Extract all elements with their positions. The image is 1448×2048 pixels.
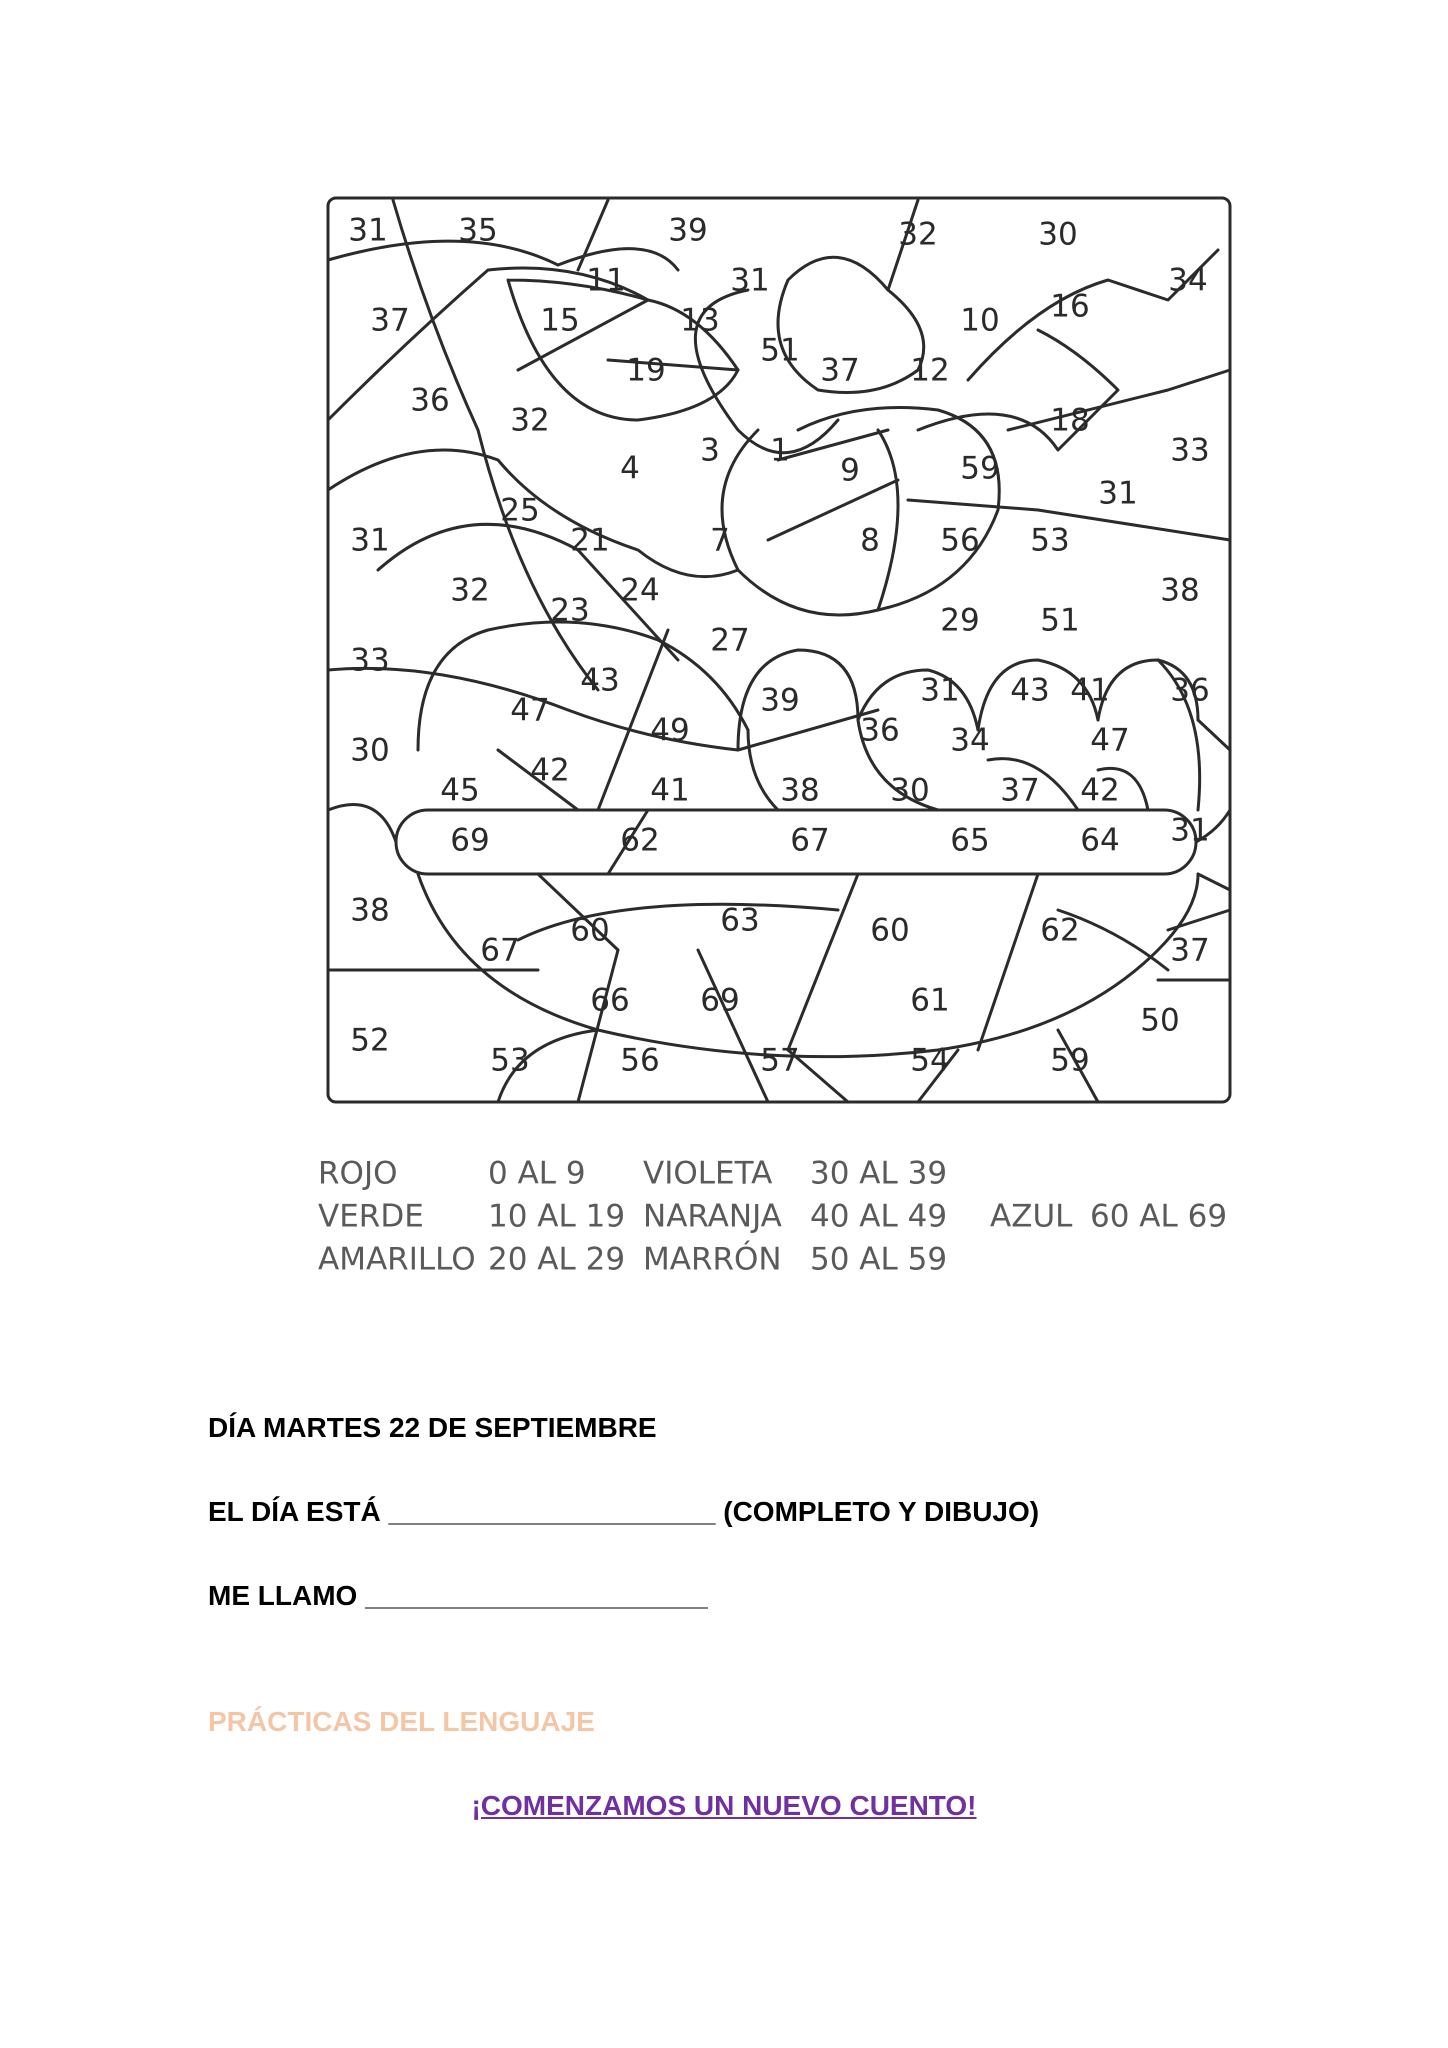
region-number: 43: [580, 662, 620, 699]
region-number: 36: [1170, 672, 1210, 709]
legend-color-rojo: ROJO: [318, 1155, 398, 1192]
region-number: 69: [450, 822, 490, 859]
region-number: 53: [490, 1042, 530, 1079]
region-number: 31: [350, 522, 390, 559]
region-number: 18: [1050, 402, 1090, 439]
region-number: 29: [940, 602, 980, 639]
region-number: 59: [1050, 1042, 1090, 1079]
region-number: 30: [350, 732, 390, 769]
legend-range-amarillo: 20 AL 29: [488, 1241, 626, 1278]
region-number: 51: [1040, 602, 1080, 639]
region-number: 16: [1050, 288, 1090, 325]
region-number: 52: [350, 1022, 390, 1059]
legend-range-azul: 60 AL 69: [1090, 1198, 1228, 1235]
region-number: 65: [950, 822, 990, 859]
region-number: 25: [500, 492, 540, 529]
region-number: 30: [1038, 216, 1078, 253]
region-number: 36: [410, 382, 450, 419]
region-number: 64: [1080, 822, 1120, 859]
region-number: 43: [1010, 672, 1050, 709]
region-number: 12: [910, 352, 950, 389]
region-number: 60: [570, 912, 610, 949]
region-number: 30: [890, 772, 930, 809]
region-number: 9: [840, 452, 860, 489]
weather-prompt[interactable]: EL DÍA ESTÁ _____________________ (COMPLETO Y DIBUJO): [208, 1496, 1040, 1527]
region-number: 66: [590, 982, 630, 1019]
region-number: 11: [586, 262, 626, 299]
legend-color-marron: MARRÓN: [643, 1241, 782, 1278]
region-number: 34: [1168, 262, 1208, 299]
region-number: 61: [910, 982, 950, 1019]
legend-color-amarillo: AMARILLO: [318, 1241, 476, 1278]
region-number: 45: [440, 772, 480, 809]
region-number: 15: [540, 302, 580, 339]
region-number: 37: [1170, 932, 1210, 969]
region-number: 8: [860, 522, 880, 559]
region-number: 38: [1160, 572, 1200, 609]
region-number: 7: [710, 522, 730, 559]
region-number: 1: [770, 432, 790, 469]
region-number: 31: [730, 262, 770, 299]
legend-color-verde: VERDE: [318, 1198, 424, 1235]
region-number: 13: [680, 302, 720, 339]
legend-range-verde: 10 AL 19: [488, 1198, 626, 1235]
legend-range-violeta: 30 AL 39: [810, 1155, 948, 1192]
region-number: 31: [1170, 812, 1210, 849]
region-number: 33: [350, 642, 390, 679]
region-number: 33: [1170, 432, 1210, 469]
color-by-number-drawing: [318, 190, 1240, 1290]
region-number: 32: [510, 402, 550, 439]
region-number: 32: [450, 572, 490, 609]
region-number: 38: [350, 892, 390, 929]
legend-range-rojo: 0 AL 9: [488, 1155, 586, 1192]
region-number: 63: [720, 902, 760, 939]
region-number: 60: [870, 912, 910, 949]
region-number: 34: [950, 722, 990, 759]
region-number: 69: [700, 982, 740, 1019]
region-number: 62: [620, 822, 660, 859]
name-prompt[interactable]: ME LLAMO ______________________: [208, 1580, 708, 1611]
region-number: 62: [1040, 912, 1080, 949]
region-number: 27: [710, 622, 750, 659]
region-number: 47: [1090, 722, 1130, 759]
legend-range-naranja: 40 AL 49: [810, 1198, 948, 1235]
legend-range-marron: 50 AL 59: [810, 1241, 948, 1278]
region-number: 67: [790, 822, 830, 859]
region-number: 67: [480, 932, 520, 969]
legend-color-azul: AZUL: [990, 1198, 1073, 1235]
region-number: 3: [700, 432, 720, 469]
region-number: 35: [458, 212, 498, 249]
region-number: 39: [668, 212, 708, 249]
legend-color-naranja: NARANJA: [643, 1198, 782, 1235]
region-number: 59: [960, 450, 1000, 487]
region-number: 21: [570, 522, 610, 559]
region-number: 42: [530, 752, 570, 789]
region-number: 47: [510, 692, 550, 729]
region-number: 37: [370, 302, 410, 339]
region-number: 32: [898, 216, 938, 253]
region-number: 24: [620, 572, 660, 609]
region-number: 4: [620, 450, 640, 487]
region-number: 19: [626, 352, 666, 389]
region-number: 41: [1070, 672, 1110, 709]
region-number: 10: [960, 302, 1000, 339]
region-number: 56: [620, 1042, 660, 1079]
region-number: 38: [780, 772, 820, 809]
region-number: 36: [860, 712, 900, 749]
region-number: 42: [1080, 772, 1120, 809]
region-number: 51: [760, 332, 800, 369]
subject-title: PRÁCTICAS DEL LENGUAJE: [208, 1706, 595, 1737]
region-number: 56: [940, 522, 980, 559]
legend-color-violeta: VIOLETA: [643, 1155, 773, 1192]
page-date: DÍA MARTES 22 DE SEPTIEMBRE: [208, 1412, 657, 1443]
region-number: 49: [650, 712, 690, 749]
region-number: 54: [910, 1042, 950, 1079]
region-number: 23: [550, 592, 590, 629]
region-number: 41: [650, 772, 690, 809]
story-title-link[interactable]: ¡COMENZAMOS UN NUEVO CUENTO!: [471, 1790, 977, 1821]
region-number: 37: [1000, 772, 1040, 809]
region-number-layer: [348, 213, 1209, 1079]
region-number: 39: [760, 682, 800, 719]
region-number: 37: [820, 352, 860, 389]
color-by-number-figure: [318, 190, 1240, 1290]
region-number: 31: [920, 672, 960, 709]
region-number: 53: [1030, 522, 1070, 559]
region-number: 57: [760, 1042, 800, 1079]
color-legend: [318, 1156, 1227, 1278]
region-number: 31: [1098, 475, 1138, 512]
region-number: 50: [1140, 1002, 1180, 1039]
region-number: 31: [348, 212, 388, 249]
